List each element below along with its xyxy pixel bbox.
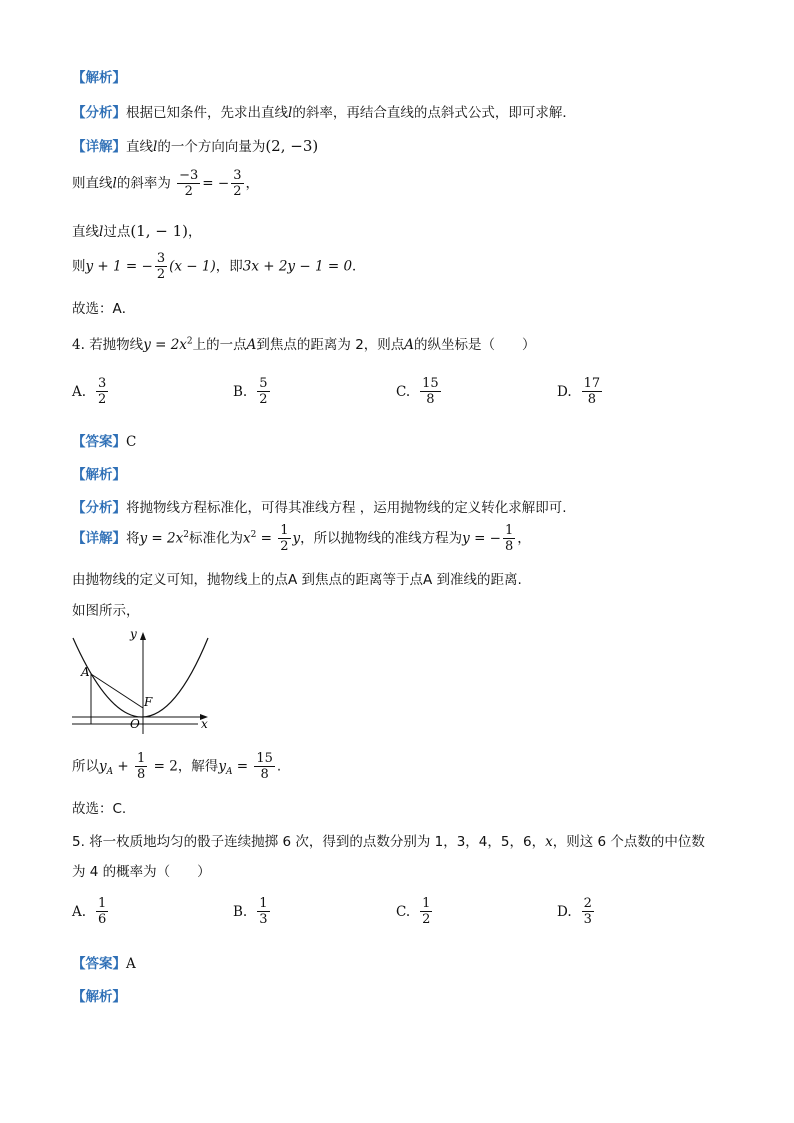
detail-label: 【详解】: [72, 139, 126, 155]
q3-choice: 故选：A．: [72, 301, 136, 317]
option-label: A.: [72, 383, 87, 400]
numerator: 15: [256, 751, 273, 766]
numerator: 3: [233, 168, 242, 183]
text: 则: [72, 258, 86, 275]
option-label: D.: [557, 383, 572, 400]
numerator: −3: [179, 168, 199, 183]
numerator: 2: [583, 896, 592, 911]
denominator: 8: [260, 767, 269, 782]
detail-text: 直线: [126, 139, 153, 155]
denominator: 8: [505, 539, 514, 554]
stem-text: 到焦点的距离为 2，则点: [256, 337, 405, 353]
parabola-equation: y = 2x: [143, 337, 187, 353]
numerator: 5: [259, 376, 268, 391]
q5-stem-line2: 为 4 的概率为（ ）: [72, 864, 211, 880]
q4-analysis-line: [72, 496, 567, 516]
numerator: 3: [156, 251, 166, 266]
point-coords: (1, − 1): [130, 222, 188, 240]
option-label: C.: [396, 383, 411, 400]
text: 过点: [103, 224, 131, 240]
text: ，即: [215, 258, 243, 275]
detail-label: 【详解】: [72, 530, 126, 547]
numerator: 15: [422, 376, 439, 391]
text: 所以: [72, 758, 99, 775]
q4-option-d[interactable]: [557, 376, 604, 407]
fraction: [177, 168, 200, 199]
q4-answer: [72, 430, 136, 450]
label-O: O: [130, 717, 140, 731]
text: 直线: [72, 224, 99, 240]
subscript: A: [106, 767, 114, 778]
parabola-curve: [73, 638, 208, 717]
denominator: 2: [233, 184, 242, 199]
q5-option-b[interactable]: [233, 896, 272, 927]
fraction: [582, 376, 603, 407]
equals: =: [232, 758, 253, 775]
text: 的斜率为: [116, 175, 171, 192]
option-label: B.: [233, 903, 248, 920]
numerator: 3: [98, 376, 107, 391]
numerator: 1: [98, 896, 107, 911]
q5-option-d[interactable]: [557, 896, 596, 927]
denominator: 3: [259, 912, 268, 927]
fraction: [278, 523, 290, 554]
equals: = 2: [149, 758, 178, 775]
analysis-heading: 【解析】: [72, 989, 126, 1005]
label-A: A: [81, 665, 90, 679]
q5-stem-line1: [72, 830, 705, 850]
math-l: l: [153, 139, 158, 155]
fraction: [254, 751, 275, 782]
q3-analysis-line: [72, 101, 576, 121]
math-l: l: [112, 175, 117, 192]
option-label: C.: [396, 903, 411, 920]
exponent: 2: [186, 336, 193, 347]
fraction: [503, 523, 515, 554]
text: 标准化为: [188, 530, 243, 547]
numerator: 1: [259, 896, 268, 911]
denominator: 8: [137, 767, 146, 782]
fraction: [582, 896, 594, 927]
numerator: 1: [505, 523, 514, 538]
equals: =: [256, 530, 277, 547]
q4-stem: [72, 333, 536, 353]
numerator: 1: [280, 523, 289, 538]
analysis-heading: 【解析】: [72, 467, 126, 483]
exponent: 2: [183, 530, 189, 540]
question-number: 4.: [72, 337, 85, 353]
exponent: 2: [250, 530, 257, 540]
fraction: [96, 376, 108, 407]
text: ，: [188, 224, 202, 240]
analysis-text: 的斜率，再结合直线的点斜式公式，即可求解．: [292, 105, 576, 121]
analysis-text: 将抛物线方程标准化，可得其准线方程 ，运用抛物线的定义转化求解即可.: [126, 500, 567, 516]
equation-right: (x − 1): [169, 258, 216, 275]
q4-option-c[interactable]: [396, 376, 443, 407]
label-F: F: [144, 695, 153, 709]
text: ，: [245, 175, 259, 192]
denominator: 3: [583, 912, 592, 927]
q3-detail-line: [72, 135, 318, 155]
equals: = −: [202, 175, 230, 192]
equation: y: [292, 530, 301, 547]
denominator: 2: [156, 267, 166, 282]
math-l: l: [99, 224, 104, 240]
q5-option-c[interactable]: [396, 896, 434, 927]
denominator: 2: [184, 184, 193, 199]
option-label: D.: [557, 903, 572, 920]
point-A: A: [246, 337, 257, 353]
stem-text: 若抛物线: [89, 337, 144, 353]
fraction: [231, 168, 243, 199]
q4-choice: 故选：C.: [72, 801, 127, 817]
text: ，: [517, 530, 531, 547]
fraction: [155, 251, 167, 282]
stem-text: 的纵坐标是（ ）: [414, 337, 536, 353]
q4-definition: 由抛物线的定义可知，抛物线上的点A 到焦点的距离等于点A 到准线的距离.: [72, 572, 522, 588]
denominator: 8: [426, 392, 435, 407]
detail-text: 的一个方向向量为: [157, 139, 266, 155]
var-x: x: [545, 834, 553, 850]
q5-answer: [72, 952, 136, 972]
q4-detail-line: [72, 523, 531, 554]
q4-result-line: [72, 751, 281, 782]
denominator: 2: [280, 539, 289, 554]
fraction: [420, 376, 441, 407]
numerator: 1: [422, 896, 431, 911]
analysis-label: 【分析】: [72, 105, 126, 121]
equation-left: y + 1 = −: [85, 258, 153, 275]
option-label: B.: [233, 383, 248, 400]
option-label: A.: [72, 903, 87, 920]
denominator: 6: [98, 912, 107, 927]
plus: +: [113, 758, 134, 775]
q3-slope-line: [72, 168, 259, 199]
text: 将: [126, 530, 140, 547]
stem-text: 上的一点: [192, 337, 247, 353]
label-x: x: [201, 717, 208, 731]
var-y: y: [218, 758, 226, 775]
denominator: 2: [98, 392, 107, 407]
point-A: A: [404, 337, 415, 353]
text: ．: [352, 258, 366, 275]
text: .: [276, 758, 282, 775]
fraction: [420, 896, 432, 927]
q4-option-a[interactable]: [72, 376, 110, 407]
numerator: 1: [137, 751, 146, 766]
q3-point-line: [72, 220, 202, 240]
answer-label: 【答案】: [72, 434, 126, 450]
answer-value: C: [126, 434, 137, 450]
text: 则直线: [72, 175, 113, 192]
stem-text: ，则这 6 个点数的中位数: [552, 834, 705, 850]
focal-segment: [91, 674, 143, 708]
equation: y = −: [462, 530, 501, 547]
y-axis-arrow: [140, 632, 146, 640]
equation-final: 3x + 2y − 1 = 0: [242, 258, 353, 275]
stem-text: 5. 将一枚质地均匀的骰子连续抛掷 6 次，得到的点数分别为 1，3，4，5，6，: [72, 834, 546, 850]
fraction: [96, 896, 108, 927]
denominator: 2: [422, 912, 431, 927]
q4-option-b[interactable]: [233, 376, 272, 407]
analysis-heading: 【解析】: [72, 70, 126, 86]
subscript: A: [225, 767, 233, 778]
fraction: [257, 376, 269, 407]
equation: y = 2x: [139, 530, 184, 547]
q4-figure-intro: 如图所示，: [72, 603, 140, 619]
denominator: 2: [259, 392, 268, 407]
answer-label: 【答案】: [72, 956, 126, 972]
label-y: y: [130, 627, 137, 641]
q5-option-a[interactable]: [72, 896, 110, 927]
answer-value: A: [126, 956, 136, 972]
var-y: y: [99, 758, 107, 775]
numerator: 17: [583, 376, 601, 391]
math-l: l: [288, 105, 293, 121]
fraction: [257, 896, 269, 927]
analysis-label: 【分析】: [72, 500, 126, 516]
analysis-text: 根据已知条件，先求出直线: [126, 105, 288, 121]
text: ，解得: [177, 758, 219, 775]
fraction: [135, 751, 147, 782]
equation: x: [242, 530, 251, 547]
text: ，所以抛物线的准线方程为: [300, 530, 463, 547]
direction-vector: (2, −3): [265, 137, 319, 155]
parabola-figure: [68, 624, 216, 736]
denominator: 8: [587, 392, 597, 407]
q3-equation-line: [72, 251, 366, 282]
